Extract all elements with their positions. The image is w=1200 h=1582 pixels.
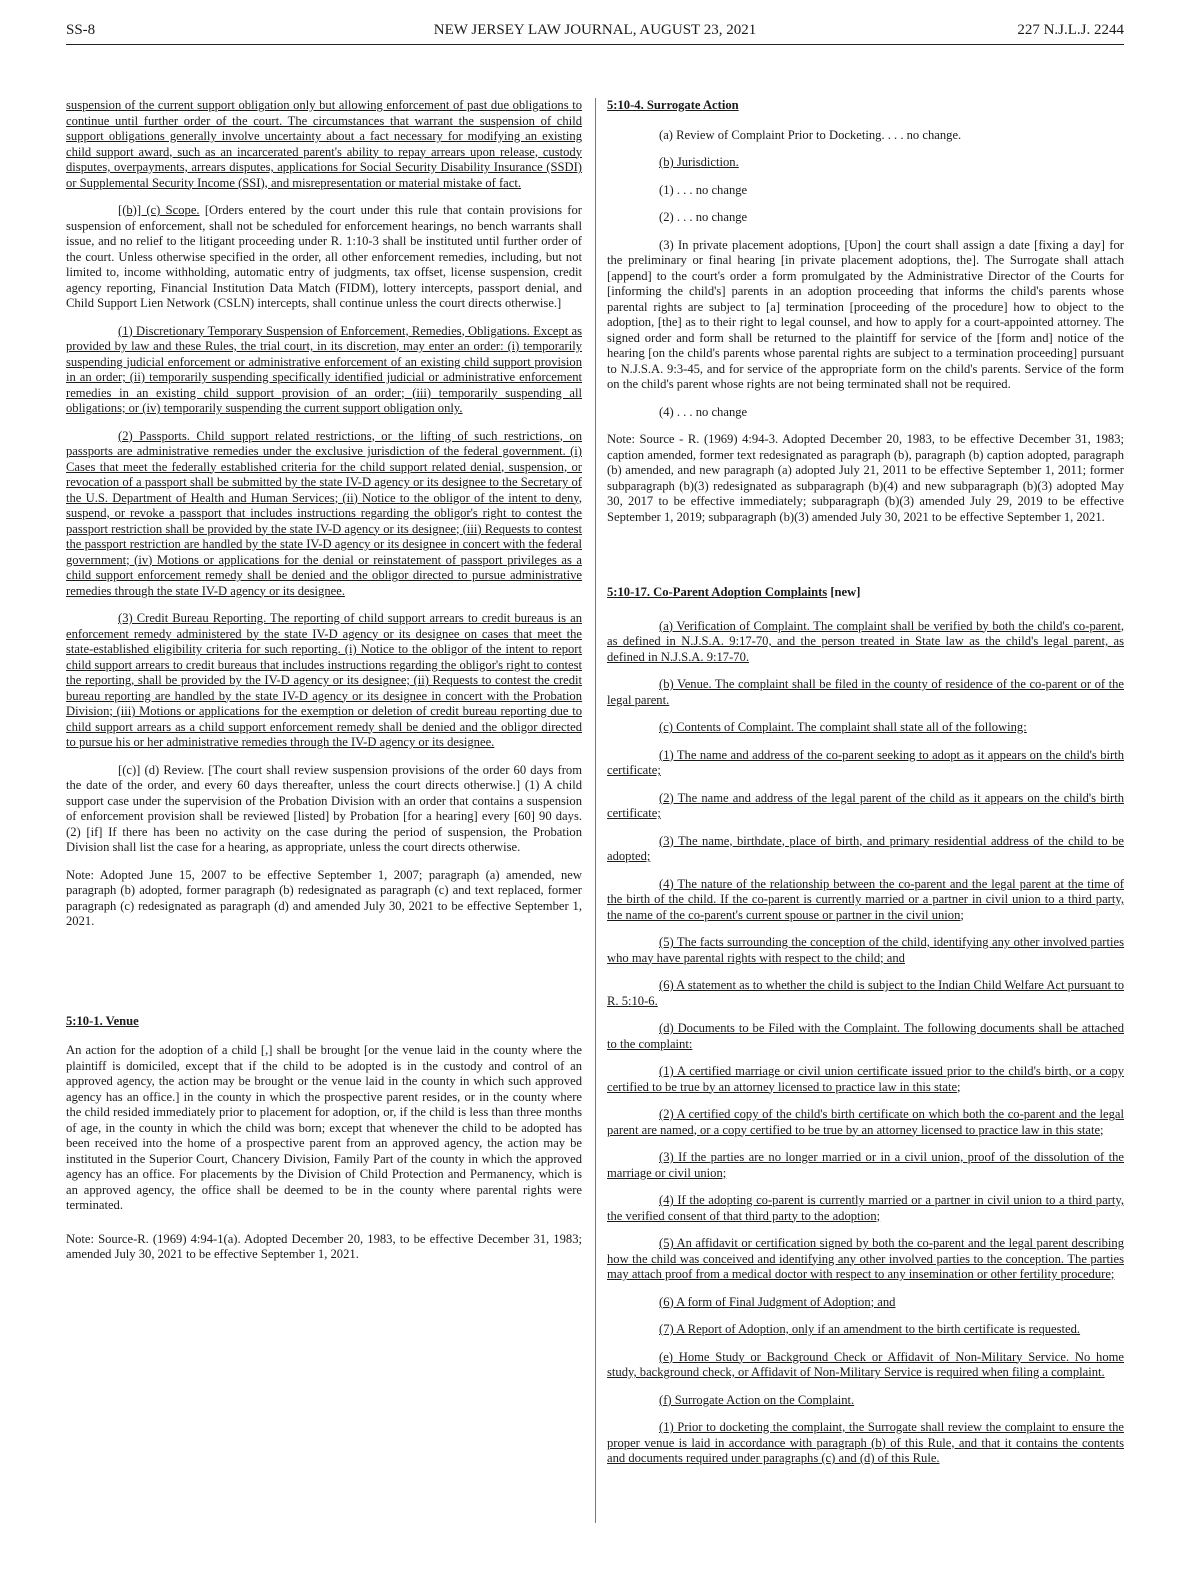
list-item: (3) If the parties are no longer married or in a civil union, proof of the dissolution of the marriage or civil union; [607, 1150, 1124, 1180]
paragraph: (b) Venue. The complaint shall be filed in the county of residence of the co-parent or of the legal parent. [607, 677, 1124, 707]
rule-note: Note: Adopted June 15, 2007 to be effective September 1, 2007; paragraph (a) amended, new paragraph (b) adopted, former paragraph (b) redesignated as paragraph (c) and text replaced, former paragraph (c) redesignated as paragraph (d) and amended July 30, 2021 to be effective September 1, 2021. [66, 867, 582, 928]
paragraph: (d) Documents to be Filed with the Complaint. The following documents shall be attached to the complaint: [607, 1021, 1124, 1051]
section-heading: 5:10-4. Surrogate Action [607, 98, 739, 112]
list-item: (1) Prior to docketing the complaint, the Surrogate shall review the complaint to ensure the proper venue is laid in accordance with paragraph (b) of this Rule, and that it contains the contents and documents required under paragraphs (c) and (d) of this Rule. [607, 1420, 1124, 1465]
paragraph: (c) Contents of Complaint. The complaint shall state all of the following: [659, 720, 1027, 734]
paragraph: (3) In private placement adoptions, [Upon] the court shall assign a date [fixing a day] for the preliminary or final hearing [in private placement adoptions, the]. The Surrogate shall attach [append] to the court's order a form promulgated by the Administrative Director of the Courts for [informing the child's] parents in an adoption proceeding that informs the child's parents whose parental rights are subject to [a] termination [proceeding of the procedure] how to object to the adoption, [the] as to their right to legal counsel, and how to apply for a court-appointed attorney. The signed order and form shall be returned to the plaintiff for service of the [form and] notice of the hearing [on the child's parents whose parental rights are subject to a termination proceeding] pursuant to N.J.S.A. 9:3-45, and for service of the appropriate form on the child's parents. Service of the form on the child's parent whose rights are not being terminated shall not be required. [607, 237, 1124, 391]
left-column [66, 98, 582, 1275]
list-item: (4) If the adopting co-parent is currently married or a partner in civil union to a third party, the verified consent of that third party to the adoption; [607, 1193, 1124, 1223]
rule-note: Note: Source-R. (1969) 4:94-1(a). Adopted December 20, 1983, to be effective December 31, 1983; amended July 30, 2021 to be effective September 1, 2021. [66, 1231, 582, 1261]
list-item: (1) The name and address of the co-parent seeking to adopt as it appears on the child's birth certificate; [607, 747, 1124, 777]
paragraph: An action for the adoption of a child [,] shall be brought [or the venue laid in the county where the plaintiff is domiciled, except that if the child to be adopted is in the custody and control of an approved agency, the action may be brought or the venue laid in the county in which such approved agency has an office.] in the county in which the prospective parent resides, or in the county where the child resided immediately prior to placement for adoption, or, if the child is less than three months of age, in the county in which the child was born; except that whenever the child to be adopted has been received into the home of a prospective parent from an approved agency, the action may be instituted in the Superior Court, Chancery Division, Family Part of the county in which the approved agency has an office. For placements by the Division of Child Protection and Permanency, which is an approved agency, the office shall be deemed to be in the county where parental rights were terminated. [66, 1043, 582, 1212]
paragraph: (4) . . . no change [659, 404, 748, 419]
paragraph: (e) Home Study or Background Check or Affidavit of Non-Military Service. No home study, background check, or Affidavit of Non-Military Service is required when filing a complaint. [607, 1349, 1124, 1379]
paragraph: (1) Discretionary Temporary Suspension of Enforcement, Remedies, Obligations. Except as provided by law and these Rules, the trial court, in its discretion, may enter an order: (i) temporarily suspending judicial enforcement or administrative enforcement of an existing child support provision in an order; (ii) temporarily suspending specifically identified judicial or administrative enforcement remedies in an existing child support provision of an order; (iii) temporarily suspending all obligations; or (iv) temporarily suspending the current support obligation only. [66, 323, 582, 415]
list-item: (5) The facts surrounding the conception of the child, identifying any other involved parties who may have parental rights with respect to the child; and [607, 935, 1124, 965]
paragraph: [(c)] (d) Review. [The court shall review suspension provisions of the order 60 days from the date of the order, and every 60 days thereafter, unless the court directs otherwise.] (1) A child support case under the supervision of the Probation Division with an order that contains a suspension of enforcement provision shall be reviewed [listed] by Probation [for a hearing] every [60] 90 days. (2) [if] If there has been no activity on the case during the period of suspension, the Probation Division shall list the case for a hearing, as appropriate, unless the court directs otherwise. [66, 762, 582, 854]
list-item: (2) The name and address of the legal parent of the child as it appears on the child's birth certificate; [607, 790, 1124, 820]
section-heading: 5:10-1. Venue [66, 1013, 139, 1028]
paragraph: (3) Credit Bureau Reporting. The reporting of child support arrears to credit bureaus is an enforcement remedy administered by the state IV-D agency or its designee on cases that meet the state-established eligibility criteria for such reporting. (i) Notice to the obligor of the intent to report child support arrears to credit bureaus that includes instructions regarding the obligor's right to contest the reporting, shall be provided by the IV-D agency or its designee; (ii) Requests to contest the credit bureau reporting are handled by the state IV-D agency or its designee in concert with the Probation Division; (iii) Motions or applications for the exemption or deletion of credit bureau reporting due to child support arrears as a child support enforcement remedy shall be denied and the obligor directed to pursue his or her administrative remedies through the IV-D agency or its designee. [66, 611, 582, 749]
publication-title: NEW JERSEY LAW JOURNAL, AUGUST 23, 2021 [433, 22, 757, 38]
running-header [66, 18, 1124, 45]
citation: 227 N.J.L.J. 2244 [1017, 22, 1124, 38]
section-heading: 5:10-17. Co-Parent Adoption Complaints [607, 585, 828, 599]
paragraph: (b) Jurisdiction. [659, 155, 739, 169]
new-tag: [new] [830, 585, 861, 599]
paragraph: (2) Passports. Child support related restrictions, or the lifting of such restrictions, on passports are administrative remedies under the exclusive jurisdiction of the federal government. (i) Cases that meet the federally established criteria for the child support related denial, suspension, or revocation of a passport shall be submitted by the state IV-D agency or its designee to the Secretary of the U.S. Department of Health and Human Services; (ii) Notice to the obligor of the intent to deny, suspend, or revoke a passport that includes instructions regarding the obligor's right to contest the passport restriction shall be provided by the state IV-D agency or its designee; (iii) Requests to contest the passport restriction are handled by the state IV-D agency or its designee in concert with the federal government; (iv) Motions or applications for the denial or reinstatement of passport privileges as a child support enforcement remedy shall be denied and the obligor directed to pursue administrative remedies through the state IV-D agency or its designee. [66, 428, 582, 598]
column-divider [595, 98, 596, 1523]
paragraph: (2) . . . no change [659, 210, 748, 224]
section-heading-co-parent [607, 585, 1124, 601]
list-item: (1) A certified marriage or civil union certificate issued prior to the child's birth, or a copy certified to be true by an attorney licensed to practice law in this state; [607, 1064, 1124, 1094]
right-column [607, 98, 1124, 1479]
list-item: (7) A Report of Adoption, only if an amendment to the birth certificate is requested. [659, 1322, 1081, 1336]
paragraph: (a) Verification of Complaint. The complaint shall be verified by both the child's co-parent, as defined in N.J.S.A. 9:17-70, and the person treated in State law as the child's legal parent, as defined in N.J.S.A. 9:17-70. [607, 618, 1124, 664]
page-number: SS-8 [66, 22, 96, 38]
scope-caption: [(b)] (c) Scope. [118, 203, 200, 217]
list-item: (6) A form of Final Judgment of Adoption; and [659, 1294, 896, 1309]
list-item: (4) The nature of the relationship between the co-parent and the legal parent at the time of the birth of the child. If the co-parent is currently married or a partner in civil union to a third party, the name of the co-parent's current spouse or partner in the civil union; [607, 876, 1124, 922]
list-item: (5) An affidavit or certification signed by both the co-parent and the legal parent describing how the child was conceived and identifying any other involved parties to the conception. The parties may attach proof from a medical doctor with respect to any insemination or other fertility procedure; [607, 1236, 1124, 1281]
paragraph: (f) Surrogate Action on the Complaint. [659, 1392, 855, 1407]
paragraph-scope [66, 203, 582, 312]
paragraph: (1) . . . no change [659, 182, 748, 197]
paragraph: suspension of the current support obligation only but allowing enforcement of past due obligations to continue until further order of the court. The circumstances that warrant the suspension of child support obligations generally involve uncertainty about a fact necessary for modifying an existing child support award, such as an incarcerated parent's ability to repay arrears upon release, custody disputes, overpayments, arrears disputes, applications for Social Security Disability Insurance (SSDI) or Supplemental Security Income (SSI), and misrepresentation or material mistake of fact. [66, 98, 582, 190]
list-item: (6) A statement as to whether the child is subject to the Indian Child Welfare Act pursuant to R. 5:10-6. [607, 978, 1124, 1008]
rule-note: Note: Source - R. (1969) 4:94-3. Adopted December 20, 1983, to be effective December 31, 1983; caption amended, former text redesignated as paragraph (b), paragraph (b) caption adopted, paragraph (b) amended, and new paragraph (a) adopted July 21, 2011 to be effective September 1, 2011; former subparagraph (b)(3) redesignated as subparagraph (b)(4) and new subparagraph (b)(3) adopted May 30, 2017 to be effective immediately; subparagraph (b)(3) amended July 29, 2019 to be effective September 1, 2019; subparagraph (b)(3) amended July 30, 2021 to be effective September 1, 2021. [607, 432, 1124, 524]
list-item: (2) A certified copy of the child's birth certificate on which both the co-parent and the legal parent are named, or a copy certified to be true by an attorney licensed to practice law in this state; [607, 1107, 1124, 1137]
scope-text: [Orders entered by the court under this rule that contain provisions for suspension of enforcement, shall not be scheduled for enforcement hearings, no bench warrants shall issue, and no relief to the litigant proceeding under R. 1:10-3 shall be instituted until further order of the court. Unless otherwise specified in the order, all other enforcement remedies, including, but not limited to, income withholding, automatic entry of judgments, tax offset, license suspension, credit agency reporting, Financial Institution Data Match (FIDM), lottery intercepts, passport denial, and Child Support Lien Network (CSLN) intercepts, shall continue unless the court directs otherwise.] [66, 203, 582, 310]
list-item: (3) The name, birthdate, place of birth, and primary residential address of the child to be adopted; [607, 833, 1124, 863]
paragraph: (a) Review of Complaint Prior to Docketing. . . . no change. [659, 127, 962, 142]
